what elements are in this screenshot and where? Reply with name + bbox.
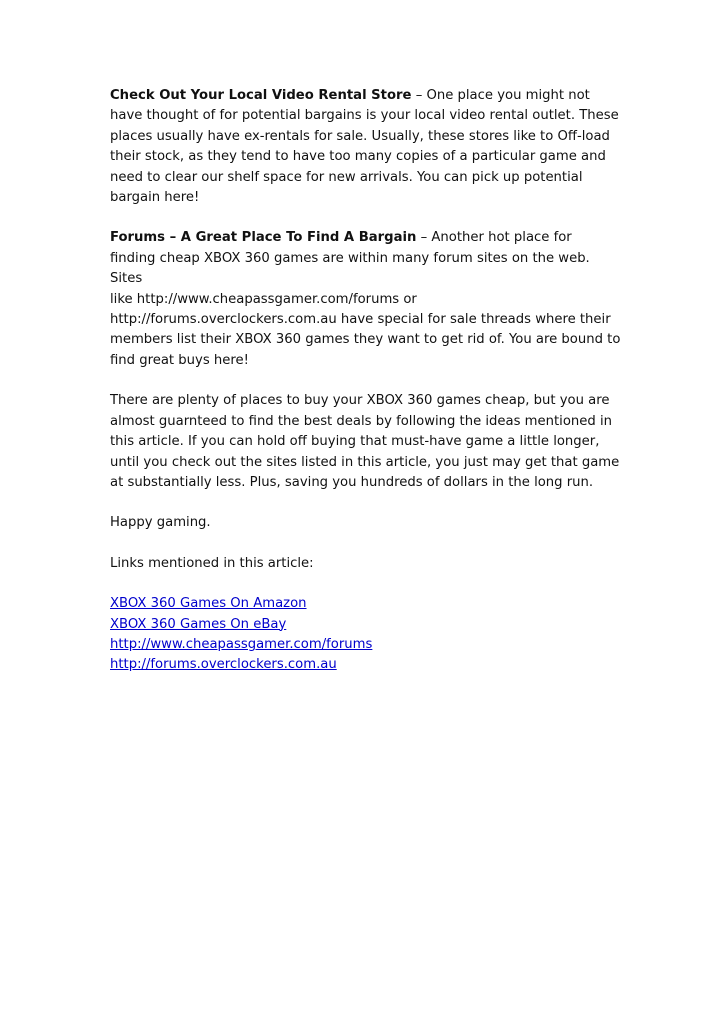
link-xbox-amazon[interactable]: XBOX 360 Games On Amazon <box>110 596 307 612</box>
signoff-text: Happy gaming. <box>110 515 211 531</box>
links-list <box>110 594 625 676</box>
heading-forums: Forums – A Great Place To Find A Bargain <box>110 230 417 246</box>
links-heading: Links mentioned in this article: <box>110 555 314 571</box>
body-forums: – Another hot place for finding cheap XBOX 360 games are within many forum sites on the web. Sites like http://www.cheapassgamer.com/forums or http://forums.overclockers.com.au have special for sale threads where their members list their XBOX 360 games they want to get rid of. You are bound to find great buys here! <box>110 230 621 368</box>
paragraph-forums <box>110 228 625 371</box>
link-cheapassgamer-forums[interactable]: http://www.cheapassgamer.com/forums <box>110 636 373 652</box>
heading-video-rental: Check Out Your Local Video Rental Store <box>110 88 412 103</box>
paragraph-conclusion: There are plenty of places to buy your XBOX 360 games cheap, but you are almost guarnteed to find the best deals by following the ideas mentioned in this article. If you can hold off buying that must-have game a little longer, until you check out the sites listed in this article, you just may get that game at substantially less. Plus, saving you hundreds of dollars in the long run. <box>110 393 620 490</box>
body-video-rental: – One place you might not have thought of for potential bargains is your local video rental outlet. These places usually have ex-rentals for sale. Usually, these stores like to Off-load their stock, as they tend to have too many copies of a particular game and need to clear our shelf space for new arrivals. You can pick up potential bargain here! <box>110 88 619 206</box>
link-xbox-ebay[interactable]: XBOX 360 Games On eBay <box>110 616 287 632</box>
paragraph-video-rental <box>110 86 625 208</box>
document-page <box>110 86 625 676</box>
link-overclockers-forums[interactable]: http://forums.overclockers.com.au <box>110 657 337 673</box>
